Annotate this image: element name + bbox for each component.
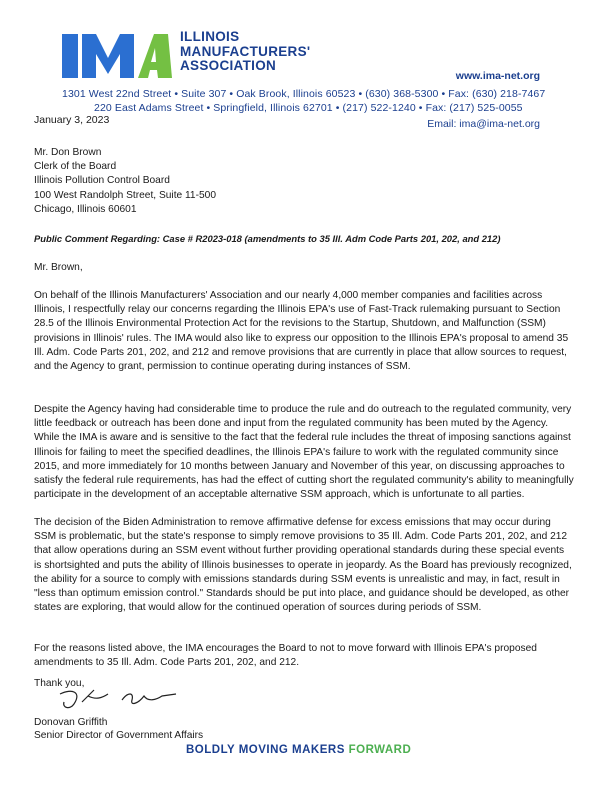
- body-paragraph: The decision of the Biden Administration to remove affirmative defense for excess emissions that may occur during SSM is problematic, but the state's response to simply remove provisions to 35 Ill. Adm. Code Parts 201, 202, and 212 that allow operations during an SSM event without further providing operational standards during these special events is shortsighted and puts the ability of Illinois businesses to operate in jeopardy. As the Board has previously recognized, the ability for a source to comply with emissions standards during SSM events is unrealistic and may, in fact, result in "less than optimum emission control." Standards should be put into place, and guidance should be developed, as other states are exploring, that would allow for the continued operation of sources during periods of SSM.: [34, 517, 572, 614]
- body-paragraph: For the reasons listed above, the IMA encourages the Board to not to move forward with Illinois EPA's proposed amendments to 35 Ill. Adm. Code Parts 201, 202, and 212.: [34, 643, 537, 669]
- recipient-address: [34, 146, 574, 217]
- ima-logo: [62, 28, 172, 80]
- address-oak-brook: 1301 West 22nd Street • Suite 307 • Oak Brook, Illinois 60523 • (630) 368-5300 • Fax: (630) 218-7467: [62, 88, 546, 100]
- closing: Thank you,: [34, 678, 85, 689]
- recipient-line: Chicago, Illinois 60601: [34, 203, 137, 215]
- email-link[interactable]: Email: ima@ima-net.org: [427, 118, 540, 130]
- subject-line: Public Comment Regarding: Case # R2023-018 (amendments to 35 Ill. Adm Code Parts 201, 202, and 212): [34, 233, 501, 244]
- address-springfield: 220 East Adams Street • Springfield, Illinois 62701 • (217) 522-1240 • Fax: (217) 525-0055: [94, 102, 523, 114]
- handwritten-signature: [52, 684, 182, 714]
- tagline-part: FORWARD: [348, 744, 412, 756]
- body-paragraph: Despite the Agency having had considerable time to produce the rule and do outreach to the regulated community, very little feedback or outreach has been done and input from the regulated community has been muted by the Agency. While the IMA is aware and is sensitive to the fact that the federal rule includes the threat of imposing sanctions against Illinois for failing to meet the specified deadlines, the Illinois EPA's failure to work with the regulated community since 2015, and more immediately for 10 months between January and November of this year, on discussing approaches to satisfy the federal rule requirements, has had the effect of cutting short the regulated community's ability to meaningfully participate in the development of an acceptable alternative SSM approach, which is unfortunate to all parties.: [34, 404, 574, 501]
- website-link[interactable]: www.ima-net.org: [455, 70, 540, 82]
- recipient-line: Illinois Pollution Control Board: [34, 175, 170, 187]
- salutation: Mr. Brown,: [34, 262, 83, 273]
- footer-tagline: [186, 744, 411, 756]
- signer-name: Donovan Griffith: [34, 717, 108, 728]
- org-name-line: ASSOCIATION: [180, 58, 277, 73]
- org-name-line: MANUFACTURERS': [180, 43, 311, 59]
- organization-name: [180, 30, 310, 74]
- org-name-line: ILLINOIS: [180, 29, 240, 44]
- letter-date: January 3, 2023: [34, 114, 110, 126]
- tagline-part: BOLDLY MOVING MAKERS: [186, 744, 345, 756]
- recipient-line: Clerk of the Board: [34, 161, 117, 173]
- recipient-line: 100 West Randolph Street, Suite 11-500: [34, 189, 216, 201]
- recipient-line: Mr. Don Brown: [34, 147, 102, 158]
- body-paragraph: On behalf of the Illinois Manufacturers' Association and our nearly 4,000 member companies and facilities across Illinois, I respectfully relay our concerns regarding the Illinois EPA's use of Fast-Track rulemaking pursuant to Section 28.5 of the Illinois Environmental Protection Act for the revisions to the Startup, Shutdown, and Malfunction (SSM) provisions in Illinois' rules. The IMA would also like to express our opposition to the Illinois EPA's proposal to amend 35 Ill. Adm. Code Parts 201, 202, and 212 and remove provisions that are currently in place that allow sources to request, and the Agency to grant, permission to continue operating during instances of SSM.: [34, 290, 569, 373]
- signer-title: Senior Director of Government Affairs: [34, 730, 204, 741]
